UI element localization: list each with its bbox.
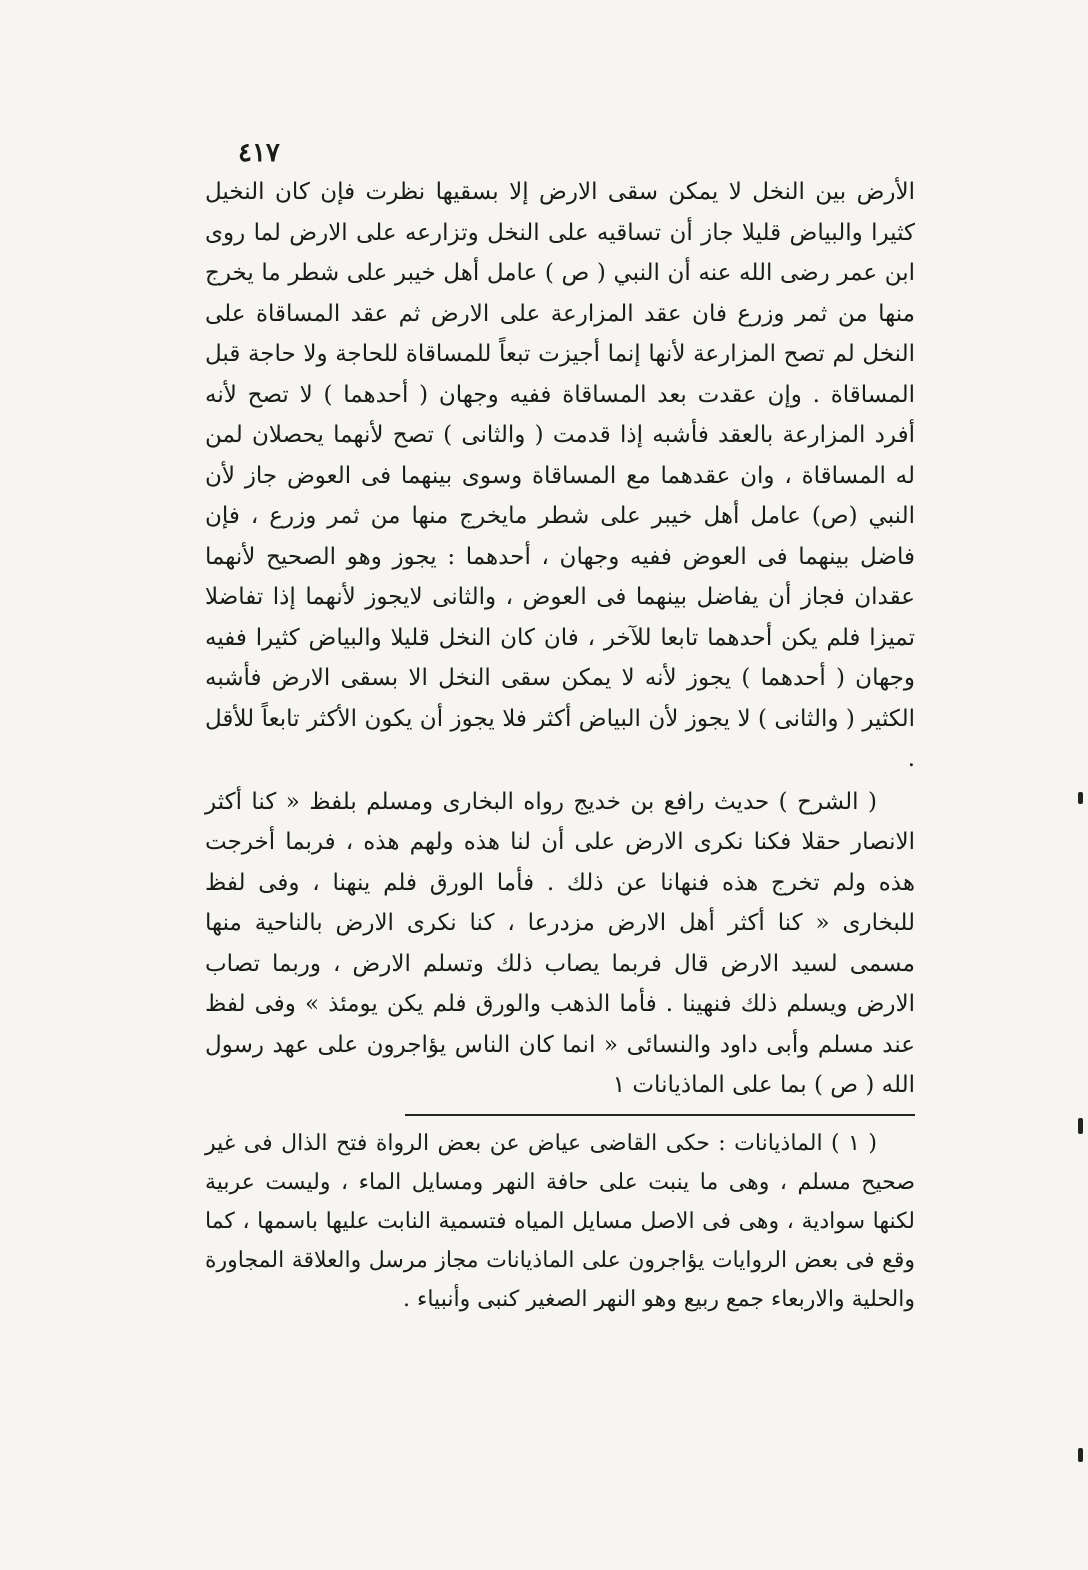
margin-mark bbox=[1078, 1118, 1083, 1134]
footnote-separator bbox=[405, 1114, 915, 1116]
main-text bbox=[205, 172, 915, 1106]
footnote bbox=[205, 1124, 915, 1319]
commentary-paragraph: ( الشرح ) حديث رافع بن خديج رواه البخارى ومسلم بلفظ « كنا أكثر الانصار حقلا فكنا نكرى الارض على أن لنا هذه ولهم هذه ، فربما أخرجت هذه ولم تخرج هذه فنهانا عن ذلك . فأما الورق فلم ينهنا ، وفى لفظ للبخارى « كنا أكثر أهل الارض مزدرعا ، كنا نكرى الارض بالناحية منها مسمى لسيد الارض قال فربما يصاب ذلك وتسلم الارض ، وربما تصاب الارض ويسلم ذلك فنهينا . فأما الذهب والورق فلم يكن يومئذ » وفى لفظ عند مسلم وأبى داود والنسائى « انما كان الناس يؤاجرون على عهد رسول الله ( ص ) بما على الماذيانات ١ bbox=[205, 788, 915, 1098]
footnote-text: ( ١ ) الماذيانات : حكى القاضى عياض عن بعض الرواة فتح الذال فى غير صحيح مسلم ، وهى ما ينبت على حافة النهر ومسايل الماء ، وليست عربية لكنها سوادية ، وهى فى الاصل مسايل المياه فتسمية النابت عليها باسمها ، كما وقع فى بعض الروايات يؤاجرون على الماذيانات مجاز مرسل والعلاقة المجاورة والحلية والاربعاء جمع ربيع وهو النهر الصغير كنبى وأنبياء . bbox=[205, 1131, 915, 1312]
page-number: ٤١٧ bbox=[238, 138, 280, 168]
margin-mark bbox=[1078, 1448, 1083, 1462]
main-paragraph: الأرض بين النخل لا يمكن سقى الارض إلا بسقيها نظرت فإن كان النخيل كثيرا والبياض قليلا جاز أن تساقيه على النخل وتزارعه على الارض لما روى ابن عمر رضى الله عنه أن النبي ( ص ) عامل أهل خيبر على شطر ما يخرج منها من ثمر وزرع فان عقد المزارعة على الارض ثم عقد المساقاة على النخل لم تصح المزارعة لأنها إنما أجيزت تبعاً للمساقاة للحاجة ولا حاجة قبل المساقاة . وإن عقدت بعد المساقاة ففيه وجهان ( أحدهما ) لا تصح لأنه أفرد المزارعة بالعقد فأشبه إذا قدمت ( والثانى ) تصح لأنهما يحصلان لمن له المساقاة ، وان عقدهما مع المساقاة وسوى بينهما فى العوض جاز لأن النبي (ص) عامل أهل خيبر على شطر مايخرج منها من ثمر وزرع ، فإن فاضل بينهما فى العوض ففيه وجهان ، أحدهما : يجوز وهو الصحيح لأنهما عقدان فجاز أن يفاضل بينهما فى العوض ، والثانى لايجوز لأنهما إذا تفاضلا تميزا فلم يكن أحدهما تابعا للآخر ، فان كان النخل قليلا والبياض كثيرا ففيه وجهان ( أحدهما ) يجوز لأنه لا يمكن سقى النخل الا بسقى الارض فأشبه الكثير ( والثانى ) لا يجوز لأن البياض أكثر فلا يجوز أن يكون الأكثر تابعاً للأقل . bbox=[205, 179, 915, 772]
margin-mark bbox=[1078, 792, 1083, 804]
